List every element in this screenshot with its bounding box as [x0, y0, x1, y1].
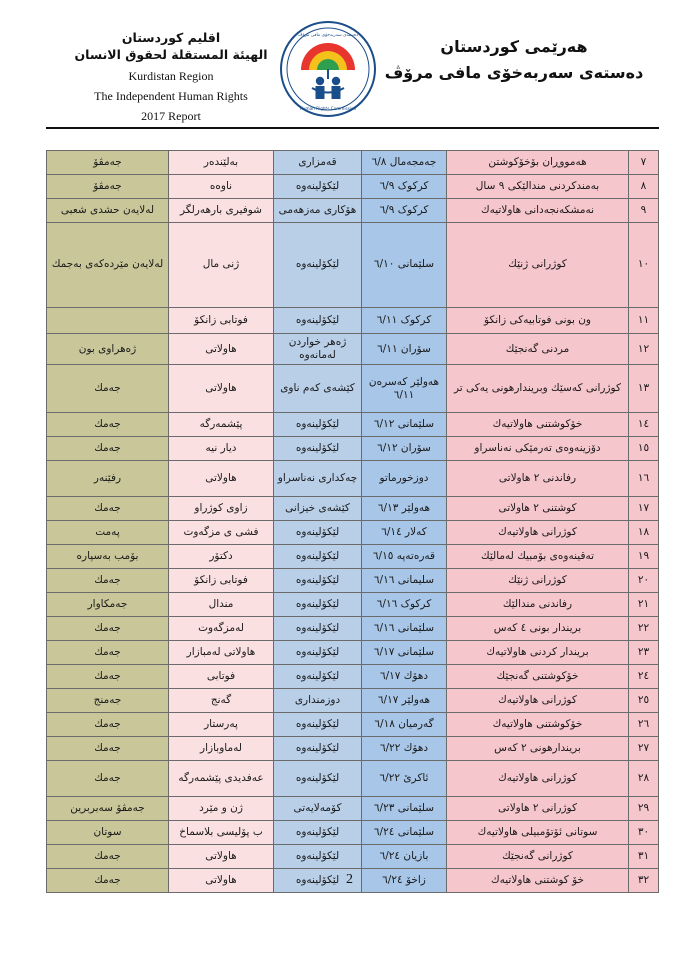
cell-place: سلێمانی ٦/١٠ — [362, 223, 447, 308]
table-row — [47, 497, 659, 521]
cell-number: ٣٠ — [629, 821, 659, 845]
cell-perpetrator: ب پۆلیسی بلاسماخ — [169, 821, 274, 845]
cell-perpetrator: پێشمەرگە — [169, 413, 274, 437]
cell-action: لێکۆلینەوە — [274, 761, 362, 797]
cell-number: ١٩ — [629, 545, 659, 569]
cell-place: سلێمانی ٦/١٢ — [362, 413, 447, 437]
cell-number: ٢٧ — [629, 737, 659, 761]
cell-party: جەمك — [47, 845, 169, 869]
cell-violation: خۆکوشتنی هاولاتیەك — [447, 413, 629, 437]
cell-violation: خۆکوشتنی گەنجێك — [447, 665, 629, 689]
table-row — [47, 521, 659, 545]
cell-violation: رفاندنی ٢ هاولاتی — [447, 461, 629, 497]
cell-place: هەولێر کەسرەن ٦/١١ — [362, 365, 447, 413]
header-english-line1: Kurdistan Region — [128, 68, 214, 83]
violations-table — [46, 150, 659, 893]
cell-perpetrator: پەرستار — [169, 713, 274, 737]
cell-party: لەلایەن مێردەکەی بەجمك — [47, 223, 169, 308]
cell-violation: ون بونی فوتابیەکی زانکۆ — [447, 308, 629, 334]
cell-violation: کوژرانی هاولاتیەك — [447, 689, 629, 713]
cell-violation: تەقینەوەی بۆمبیك لەمالێك — [447, 545, 629, 569]
cell-action: لێکۆلینەوە — [274, 617, 362, 641]
cell-action: لێکۆلینەوە — [274, 308, 362, 334]
table-row — [47, 761, 659, 797]
cell-perpetrator: فوتابی زانکۆ — [169, 569, 274, 593]
cell-action: لێکۆلینەوە — [274, 641, 362, 665]
cell-action: لێکۆلینەوە — [274, 437, 362, 461]
cell-violation: بریندار کردنی هاولاتیەك — [447, 641, 629, 665]
cell-action: کێشەی کەم ناوی — [274, 365, 362, 413]
table-row — [47, 569, 659, 593]
cell-perpetrator: لەماوبازار — [169, 737, 274, 761]
table-row — [47, 308, 659, 334]
cell-perpetrator: گەنج — [169, 689, 274, 713]
cell-number: ١١ — [629, 308, 659, 334]
cell-number: ٢٥ — [629, 689, 659, 713]
cell-number: ٢٨ — [629, 761, 659, 797]
cell-action: کۆمەلایەتی — [274, 797, 362, 821]
cell-perpetrator: لەمزگەوت — [169, 617, 274, 641]
cell-action: کێشەی خیزانی — [274, 497, 362, 521]
cell-perpetrator: فشی ی مزگەوت — [169, 521, 274, 545]
cell-perpetrator: زاوی کوژراو — [169, 497, 274, 521]
cell-action: لێکۆلینەوە — [274, 521, 362, 545]
cell-perpetrator: ژنی مال — [169, 223, 274, 308]
table-row — [47, 413, 659, 437]
cell-perpetrator: دکتۆر — [169, 545, 274, 569]
cell-place: سلێمانی ٦/٢٣ — [362, 797, 447, 821]
cell-violation: کوژرانی هاولاتیەك — [447, 761, 629, 797]
table-row — [47, 334, 659, 365]
header-english-line2: The Independent Human Rights — [94, 88, 248, 103]
cell-perpetrator: ژن و مێرد — [169, 797, 274, 821]
cell-number: ٨ — [629, 175, 659, 199]
cell-place: سلیمانی ٦/١٦ — [362, 569, 447, 593]
table-row — [47, 617, 659, 641]
cell-perpetrator: دیار نیە — [169, 437, 274, 461]
cell-number: ١٤ — [629, 413, 659, 437]
cell-action: لێکۆلینەوە — [274, 845, 362, 869]
table-row — [47, 461, 659, 497]
cell-number: ٢٠ — [629, 569, 659, 593]
table-row — [47, 199, 659, 223]
cell-party: جەمك — [47, 617, 169, 641]
cell-place: هەولێر ٦/١٣ — [362, 497, 447, 521]
cell-place: دهۆك ٦/٢٢ — [362, 737, 447, 761]
cell-place: ئاکرێ ٦/٢٢ — [362, 761, 447, 797]
cell-place: هەولێر ٦/١٧ — [362, 689, 447, 713]
cell-violation: کوژرانی ژنێك — [447, 569, 629, 593]
cell-number: ٣٢ — [629, 869, 659, 893]
table-row — [47, 821, 659, 845]
cell-violation: سوتانی ئۆتۆمبیلی هاولاتیەك — [447, 821, 629, 845]
cell-party: جەمك — [47, 569, 169, 593]
cell-action: لێکۆلینەوە — [274, 869, 362, 893]
cell-place: زاخۆ ٦/٢٤ — [362, 869, 447, 893]
cell-number: ١٧ — [629, 497, 659, 521]
cell-number: ١٠ — [629, 223, 659, 308]
cell-action: لێکۆلینەوە — [274, 545, 362, 569]
cell-party: بۆمب بەسپارە — [47, 545, 169, 569]
cell-perpetrator: عەفدیدی پێشمەرگە — [169, 761, 274, 797]
cell-perpetrator: هاولاتی — [169, 334, 274, 365]
cell-party: جەمكاوار — [47, 593, 169, 617]
table-row — [47, 665, 659, 689]
document-header — [0, 0, 699, 128]
cell-party: رفێنەر — [47, 461, 169, 497]
violations-table-container — [46, 150, 658, 893]
header-right-block — [369, 34, 659, 85]
cell-party: سوتان — [47, 821, 169, 845]
cell-place: سۆران ٦/١٢ — [362, 437, 447, 461]
cell-party: لەلایەن حشدی شعبی — [47, 199, 169, 223]
table-row — [47, 223, 659, 308]
cell-perpetrator: فوتابی — [169, 665, 274, 689]
cell-party — [47, 308, 169, 334]
cell-party: ژەهراوی بون — [47, 334, 169, 365]
cell-place: سلێمانی ٦/٢٤ — [362, 821, 447, 845]
cell-party: جەمڤۆ — [47, 175, 169, 199]
cell-action: ژەهر خواردن لەمانەوە — [274, 334, 362, 365]
cell-number: ٢٣ — [629, 641, 659, 665]
cell-number: ٢١ — [629, 593, 659, 617]
cell-action: لێکۆلینەوە — [274, 737, 362, 761]
cell-place: کرکوک ٦/٩ — [362, 199, 447, 223]
cell-violation: کوژرانی ٢ هاولاتی — [447, 797, 629, 821]
cell-violation: کوشتنی ٢ هاولاتی — [447, 497, 629, 521]
cell-number: ١٦ — [629, 461, 659, 497]
header-arabic-line2: الهيئة المستقلة لحقوق الانسان — [74, 46, 268, 62]
cell-place: کرکوک ٦/٩ — [362, 175, 447, 199]
cell-action: دوزمنداری — [274, 689, 362, 713]
cell-action: لێکۆلینەوە — [274, 569, 362, 593]
table-row — [47, 437, 659, 461]
header-divider — [46, 127, 659, 129]
cell-number: ١٥ — [629, 437, 659, 461]
cell-party: جەمڤۆ سەبربرین — [47, 797, 169, 821]
cell-action: لێکۆلینەوە — [274, 665, 362, 689]
table-row — [47, 593, 659, 617]
cell-violation: خۆ کوشتنی هاولاتیەك — [447, 869, 629, 893]
table-row — [47, 737, 659, 761]
cell-party: جەمك — [47, 869, 169, 893]
organization-logo-icon — [279, 20, 377, 118]
cell-number: ٣١ — [629, 845, 659, 869]
cell-party: جەمك — [47, 761, 169, 797]
header-english-line3: 2017 Report — [141, 109, 201, 124]
cell-party: جەمك — [47, 737, 169, 761]
cell-violation: کوژرانی کەسێك وبریندارهونی یەکی تر — [447, 365, 629, 413]
cell-place: کرکوک ٦/١٦ — [362, 593, 447, 617]
cell-violation: خۆکوشتنی هاولاتیەك — [447, 713, 629, 737]
cell-party: جەمك — [47, 641, 169, 665]
header-title-line1: هەرێمی کوردستان — [440, 37, 588, 56]
cell-place: سلێمانی ٦/١٦ — [362, 617, 447, 641]
cell-violation: هەمووڕان بۆخۆکوشتن — [447, 151, 629, 175]
cell-violation: بریندار بونی ٤ کەس — [447, 617, 629, 641]
cell-party: جەمك — [47, 365, 169, 413]
cell-number: ٢٤ — [629, 665, 659, 689]
table-row — [47, 641, 659, 665]
table-row — [47, 151, 659, 175]
cell-number: ٩ — [629, 199, 659, 223]
cell-party: پەمت — [47, 521, 169, 545]
cell-violation: کوژرانی گەنجێك — [447, 845, 629, 869]
cell-action: قەمزاری — [274, 151, 362, 175]
cell-perpetrator: شوفیری بارهەرلگر — [169, 199, 274, 223]
cell-violation: نەمشکەنجەدانی هاولاتیەك — [447, 199, 629, 223]
header-title-line2: دەستەی سەربەخۆی مافی مرۆڤ — [384, 62, 644, 82]
table-row — [47, 545, 659, 569]
cell-violation: رفاندنی مندالێك — [447, 593, 629, 617]
cell-perpetrator: هاولاتی لەمبازار — [169, 641, 274, 665]
violations-table-body — [47, 151, 659, 893]
cell-number: ٢٢ — [629, 617, 659, 641]
cell-action: لێکۆلینەوە — [274, 821, 362, 845]
cell-number: ٧ — [629, 151, 659, 175]
cell-perpetrator: هاولاتی — [169, 365, 274, 413]
cell-place: دوزخورماتو — [362, 461, 447, 497]
table-row — [47, 713, 659, 737]
cell-action: لێکۆلینەوە — [274, 413, 362, 437]
cell-action: لێکۆلینەوە — [274, 175, 362, 199]
cell-perpetrator: هاولاتی — [169, 869, 274, 893]
svg-text:Human Rights Commission: Human Rights Commission — [299, 106, 357, 111]
cell-action: لێکۆلینەوە — [274, 223, 362, 308]
cell-party: جەمك — [47, 497, 169, 521]
cell-number: ١٨ — [629, 521, 659, 545]
cell-perpetrator: فوتابی زانکۆ — [169, 308, 274, 334]
cell-violation: کوژرانی ژنێك — [447, 223, 629, 308]
cell-action: لێکۆلینەوە — [274, 713, 362, 737]
table-row — [47, 845, 659, 869]
cell-perpetrator: هاولاتی — [169, 461, 274, 497]
cell-place: کرکوک ٦/١١ — [362, 308, 447, 334]
cell-number: ٢٩ — [629, 797, 659, 821]
cell-party: جەمڤۆ — [47, 151, 169, 175]
cell-action: هۆکاری مەزهەمی — [274, 199, 362, 223]
page-number: 2 — [346, 872, 353, 887]
cell-party: جەمك — [47, 665, 169, 689]
cell-violation: دۆزینەوەی تەرمێکی نەناسراو — [447, 437, 629, 461]
cell-party: جەمنج — [47, 689, 169, 713]
cell-place: کەلار ٦/١٤ — [362, 521, 447, 545]
svg-text:دەستەی سەربەخۆی مافی مرۆڤ: دەستەی سەربەخۆی مافی مرۆڤ — [297, 33, 359, 38]
cell-place: دهۆك ٦/١٧ — [362, 665, 447, 689]
cell-perpetrator: بەلێندەر — [169, 151, 274, 175]
cell-perpetrator: ناوەه — [169, 175, 274, 199]
table-row — [47, 175, 659, 199]
header-arabic-line1: اقليم كوردستان — [121, 30, 221, 45]
table-row — [47, 365, 659, 413]
cell-place: بازیان ٦/٢٤ — [362, 845, 447, 869]
cell-number: ٢٦ — [629, 713, 659, 737]
cell-violation: مردنی گەنجێك — [447, 334, 629, 365]
cell-violation: بریندارهونی ٢ کەس — [447, 737, 629, 761]
cell-place: سۆران ٦/١١ — [362, 334, 447, 365]
cell-place: سلێمانی ٦/١٧ — [362, 641, 447, 665]
cell-place: قەرەتەپە ٦/١٥ — [362, 545, 447, 569]
cell-violation: کوژرانی هاولاتیەك — [447, 521, 629, 545]
table-row — [47, 689, 659, 713]
cell-perpetrator: هاولاتی — [169, 845, 274, 869]
cell-violation: بەمندکردنی مندالێکی ٩ سال — [447, 175, 629, 199]
cell-party: جەمك — [47, 713, 169, 737]
cell-number: ١٣ — [629, 365, 659, 413]
header-left-block — [46, 30, 296, 124]
cell-party: جەمك — [47, 437, 169, 461]
cell-action: لێکۆلینەوە — [274, 593, 362, 617]
cell-place: گەرمیان ٦/١٨ — [362, 713, 447, 737]
table-row — [47, 797, 659, 821]
cell-perpetrator: مندال — [169, 593, 274, 617]
cell-action: چەکداری نەناسراو — [274, 461, 362, 497]
cell-number: ١٢ — [629, 334, 659, 365]
cell-place: جەمجەمال ٦/٨ — [362, 151, 447, 175]
cell-party: جەمك — [47, 413, 169, 437]
